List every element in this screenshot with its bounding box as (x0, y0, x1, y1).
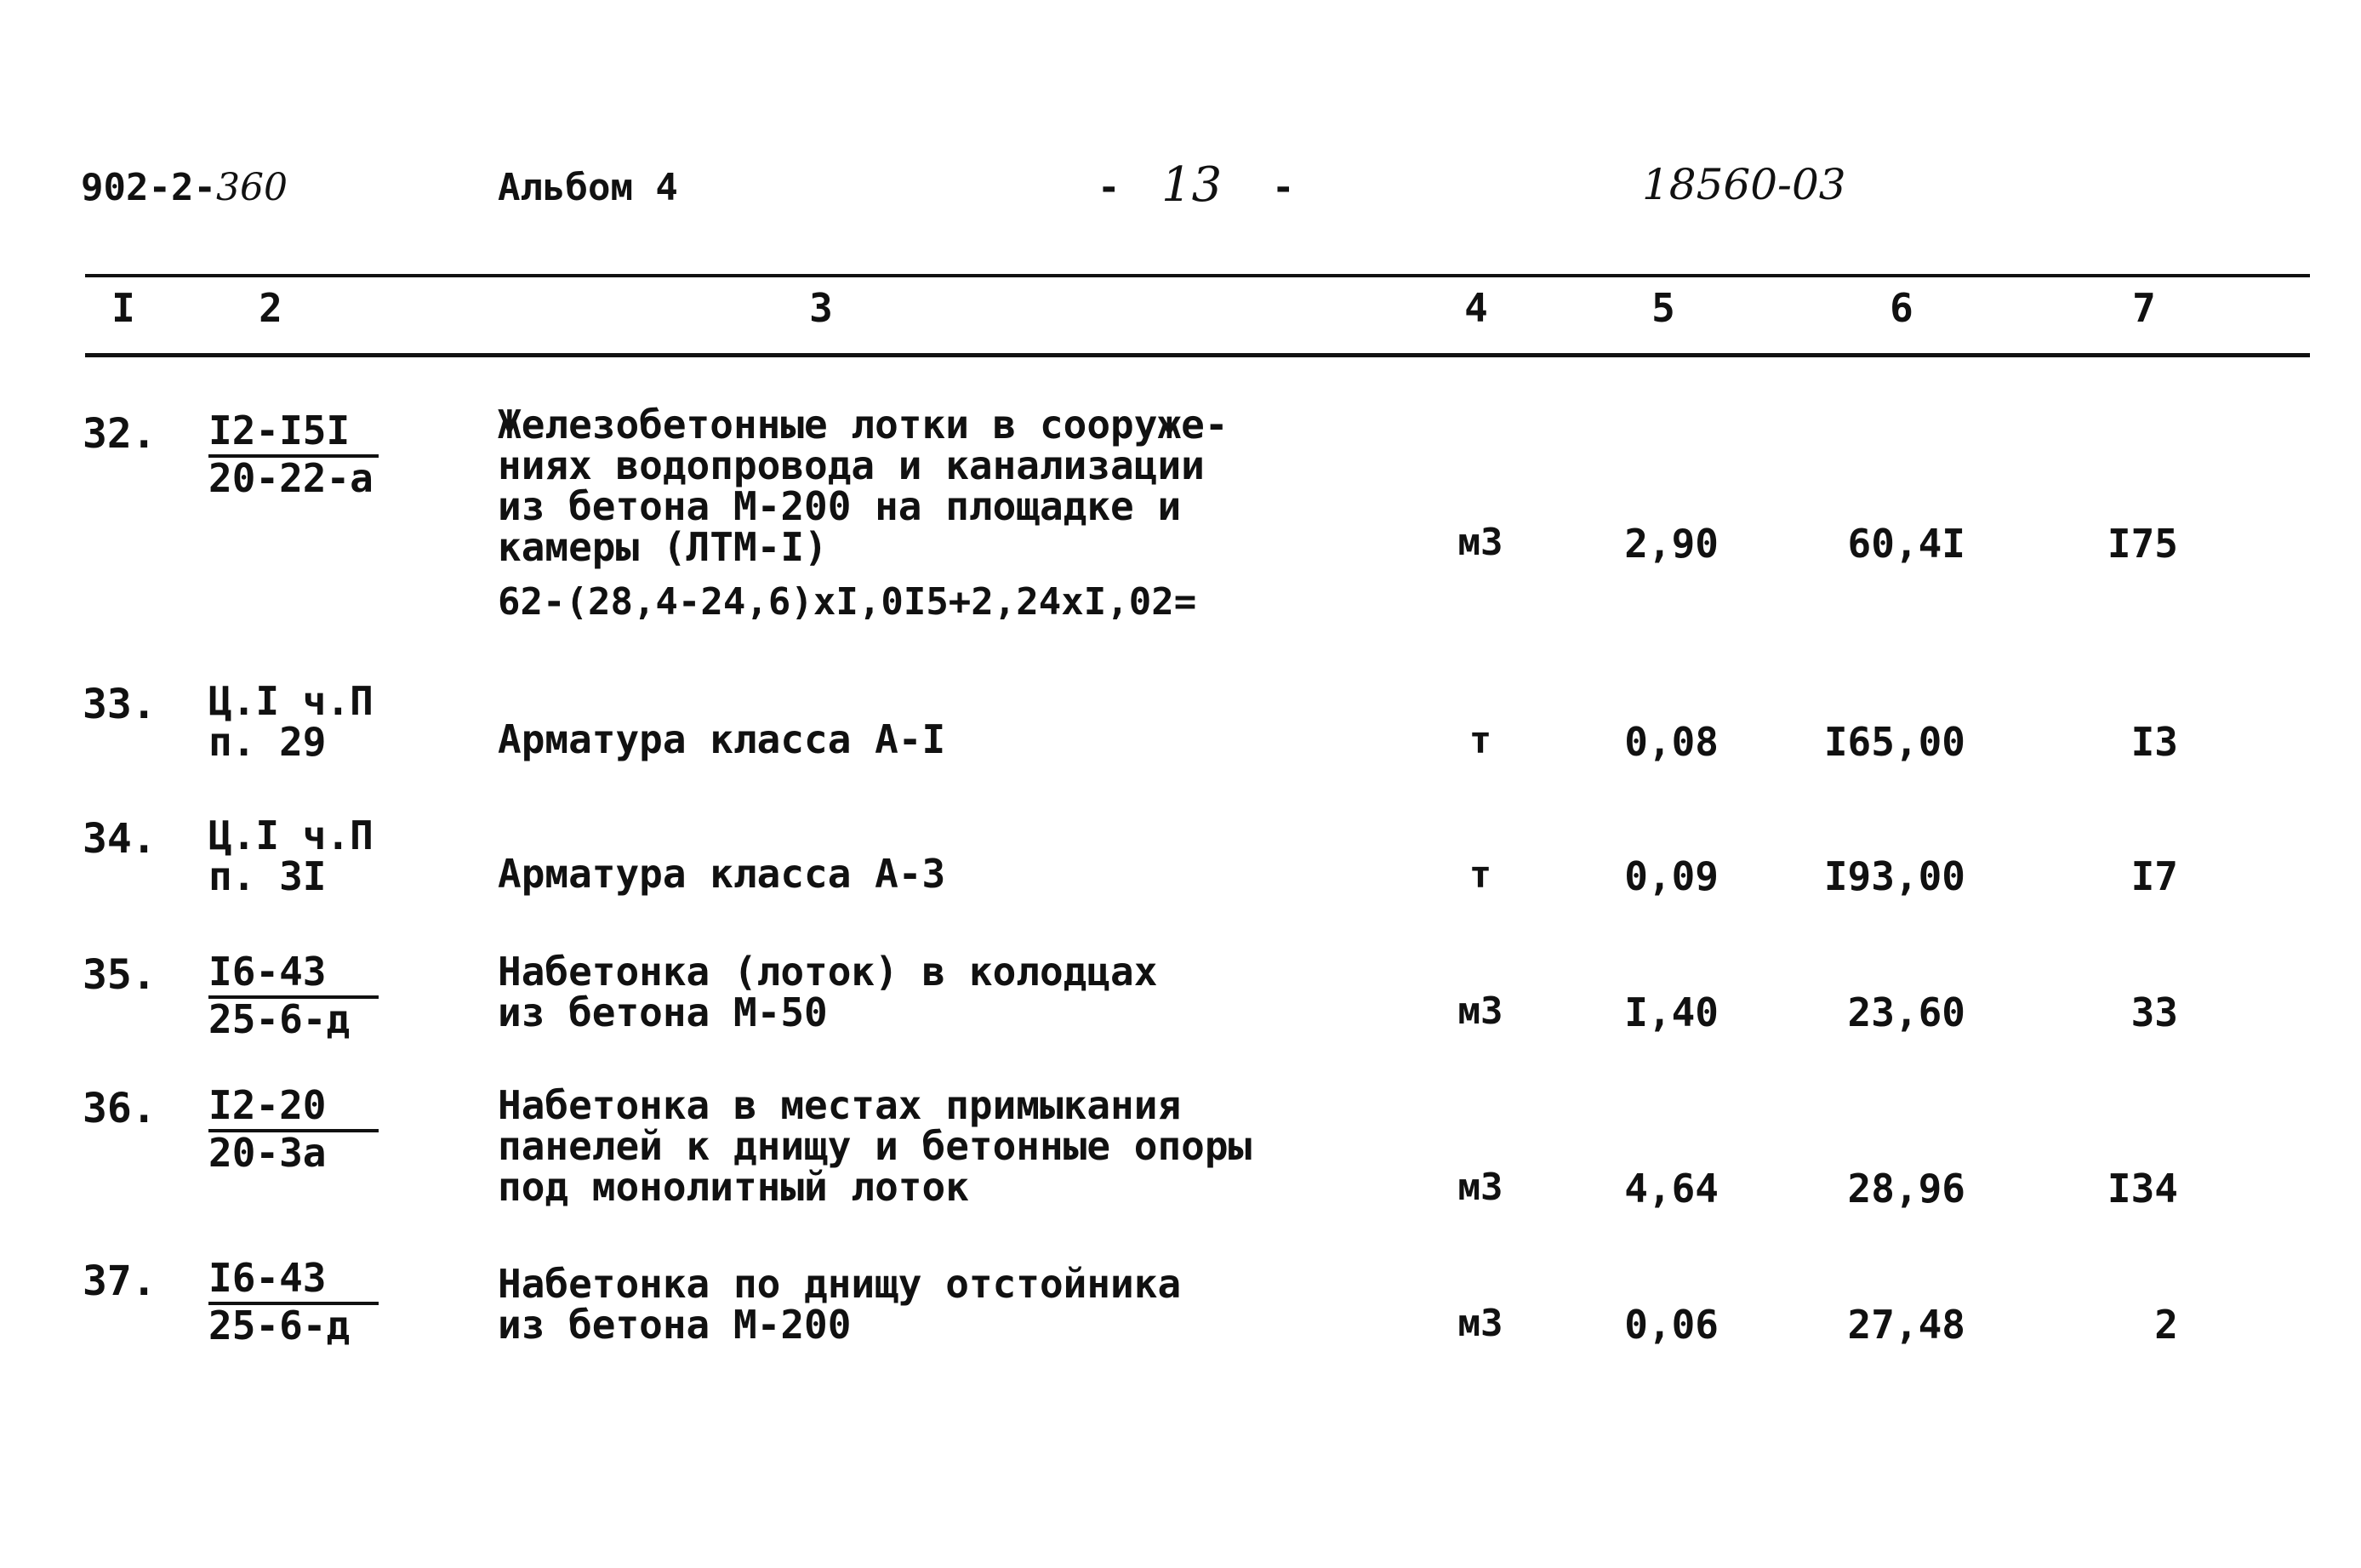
row-total: I7 (2130, 853, 2178, 899)
row-description-line: Арматура класса А-I (498, 716, 946, 762)
column-header-5: 5 (1651, 285, 1675, 331)
row-unit: т (1468, 853, 1492, 897)
row-code (208, 951, 379, 1040)
row-quantity: I,40 (1624, 989, 1719, 1035)
row-unit-price: 27,48 (1847, 1302, 1965, 1348)
row-code-bottom: п. 3I (208, 853, 327, 899)
document-number: 18560-03 (1642, 160, 1846, 209)
row-total: 2 (2154, 1302, 2178, 1348)
row-code (208, 1257, 379, 1346)
row-quantity: 0,06 (1624, 1302, 1719, 1348)
row-unit: м3 (1457, 989, 1503, 1033)
row-quantity: 0,08 (1624, 719, 1719, 765)
page-number: 13 (1161, 157, 1223, 213)
row-quantity: 0,09 (1624, 853, 1719, 899)
row-number: 33. (83, 681, 157, 728)
row-total: 33 (2130, 989, 2178, 1035)
row-description-line: Железобетонные лотки в сооруже- (498, 402, 1229, 448)
row-description-line: Набетонка по днищу отстойника (498, 1261, 1182, 1307)
row-description-line: из бетона М-200 (498, 1302, 852, 1348)
row-unit-price: 60,4I (1847, 521, 1965, 567)
row-code (208, 1082, 379, 1176)
row-unit: м3 (1457, 1302, 1503, 1345)
project-code-handwritten: 360 (215, 166, 288, 209)
project-code (81, 166, 288, 209)
row-description-line: из бетона М-50 (498, 989, 828, 1035)
row-description (498, 716, 946, 762)
row-code-top: Ц.I ч.П (208, 678, 374, 724)
row-number: 34. (83, 815, 157, 863)
row-unit: м3 (1457, 521, 1503, 564)
row-description-line: Набетонка в местах примыкания (498, 1082, 1182, 1128)
row-number: 35. (83, 951, 157, 999)
row-formula: 62-(28,4-24,6)xI,0I5+2,24xI,02= (498, 580, 1197, 624)
row-description-line: камеры (ЛТМ-I) (498, 524, 828, 570)
row-total: I34 (2107, 1166, 2178, 1212)
column-header-7: 7 (2132, 285, 2156, 331)
column-header-1: I (111, 285, 135, 331)
row-code-bottom: 20-3а (208, 1130, 327, 1176)
album-label: Альбом 4 (498, 166, 678, 209)
row-number: 36. (83, 1085, 157, 1132)
row-quantity: 2,90 (1624, 521, 1719, 567)
page-dash-right: - (1272, 166, 1295, 209)
row-description (498, 1082, 1252, 1210)
row-total: I75 (2107, 521, 2178, 567)
row-code (208, 678, 374, 765)
row-code-top: I2-20 (208, 1085, 379, 1132)
row-code-bottom: п. 29 (208, 719, 327, 765)
row-unit-price: 28,96 (1847, 1166, 1965, 1212)
row-description-line: Набетонка (лоток) в колодцах (498, 949, 1158, 995)
row-unit: м3 (1457, 1166, 1503, 1209)
project-code-printed: 902-2- (81, 166, 216, 209)
row-number: 32. (83, 410, 157, 458)
row-code-top: Ц.I ч.П (208, 813, 374, 858)
row-code-top: I6-43 (208, 951, 379, 999)
row-code-top: I2-I5I (208, 410, 379, 458)
row-code (208, 815, 374, 897)
column-header-6: 6 (1890, 285, 1913, 331)
row-unit-price: I65,00 (1823, 719, 1965, 765)
column-header-3: 3 (809, 285, 833, 331)
row-description (498, 951, 1157, 1033)
table-top-rule (85, 274, 2310, 277)
table-header-rule (85, 353, 2310, 357)
row-quantity: 4,64 (1624, 1166, 1719, 1212)
row-code-bottom: 25-6-д (208, 1303, 351, 1348)
row-unit-price: I93,00 (1823, 853, 1965, 899)
column-header-4: 4 (1464, 285, 1488, 331)
row-code-bottom: 25-6-д (208, 996, 351, 1042)
column-header-2: 2 (259, 285, 282, 331)
row-number: 37. (83, 1257, 157, 1305)
row-description-line: панелей к днищу и бетонные опоры (498, 1123, 1252, 1169)
row-description-line: Арматура класса А-3 (498, 851, 946, 897)
row-code (208, 410, 379, 499)
page-dash-left: - (1098, 166, 1121, 209)
row-total: I3 (2130, 719, 2178, 765)
row-unit: т (1468, 719, 1492, 762)
row-description (498, 851, 946, 897)
row-description-line: из бетона М-200 на площадке и (498, 483, 1182, 529)
row-code-top: I6-43 (208, 1257, 379, 1305)
row-description (498, 1261, 1182, 1348)
row-unit-price: 23,60 (1847, 989, 1965, 1035)
row-description-line: ниях водопровода и канализации (498, 442, 1205, 488)
row-code-bottom: 20-22-а (208, 455, 374, 501)
row-description (498, 402, 1229, 570)
row-description-line: под монолитный лоток (498, 1164, 969, 1210)
